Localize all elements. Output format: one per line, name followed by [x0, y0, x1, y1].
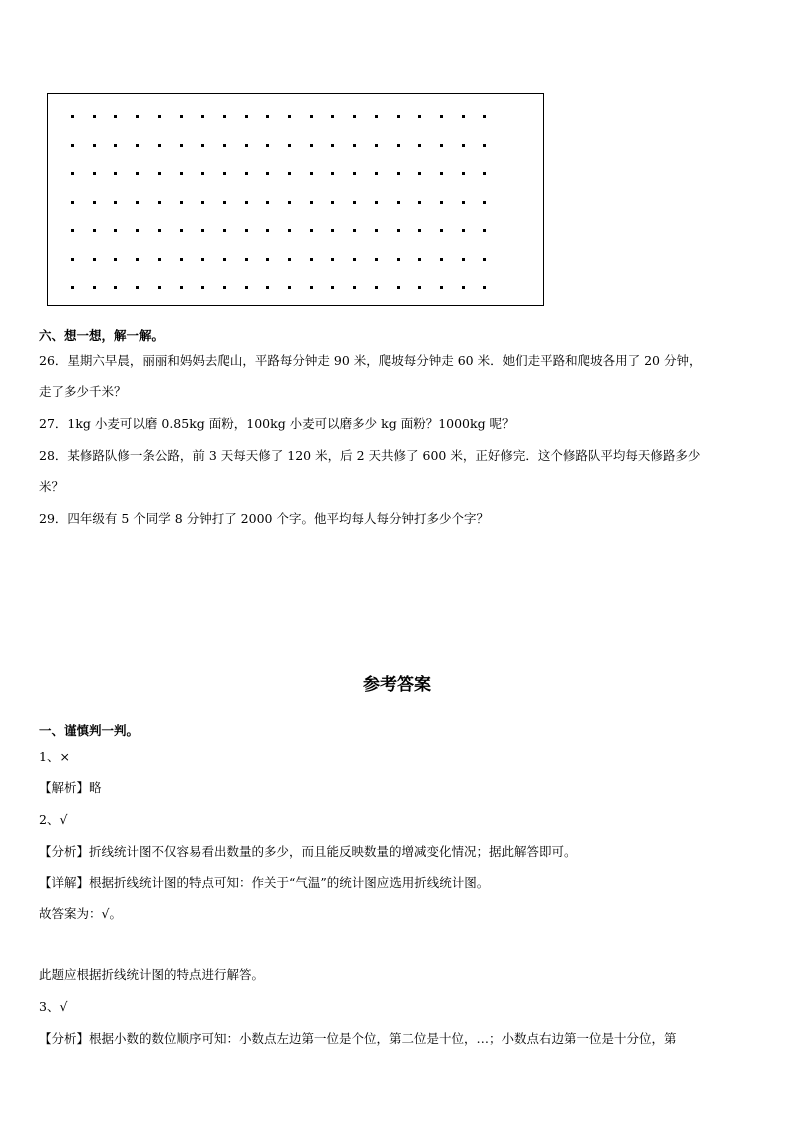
answer-3-analysis: 【分析】根据小数的数位顺序可知：小数点左边第一位是个位，第二位是十位，…；小数点右边第一位是十分位，第	[39, 1031, 677, 1046]
grid-dot	[158, 229, 161, 232]
grid-dot	[353, 144, 356, 147]
grid-dot	[462, 115, 465, 118]
grid-dot	[245, 115, 248, 118]
grid-dot	[288, 201, 291, 204]
answer-2-detail: 【详解】根据折线统计图的特点可知：作关于“气温”的统计图应选用折线统计图。	[39, 875, 490, 890]
grid-dot	[136, 144, 139, 147]
grid-dot	[180, 115, 183, 118]
grid-dot	[462, 286, 465, 289]
grid-dot	[180, 172, 183, 175]
grid-dot	[245, 172, 248, 175]
grid-dot	[353, 258, 356, 261]
answer-2: 2、√	[39, 812, 68, 827]
question-26-line-2: 走了多少千米？	[39, 384, 127, 399]
grid-dot	[245, 144, 248, 147]
grid-dot	[158, 286, 161, 289]
grid-dot	[375, 172, 378, 175]
grid-dot	[462, 201, 465, 204]
grid-dot	[310, 286, 313, 289]
answer-2-conclusion: 故答案为：√。	[39, 906, 122, 921]
grid-dot	[245, 201, 248, 204]
grid-dot	[418, 286, 421, 289]
grid-dot	[483, 115, 486, 118]
grid-dot	[114, 115, 117, 118]
grid-dot	[462, 172, 465, 175]
grid-dot	[245, 258, 248, 261]
grid-dot	[483, 258, 486, 261]
grid-dot	[136, 258, 139, 261]
grid-dot	[201, 144, 204, 147]
grid-dot	[310, 229, 313, 232]
answer-3: 3、√	[39, 999, 68, 1014]
grid-dot	[288, 172, 291, 175]
answer-1: 1、×	[39, 749, 70, 764]
grid-dot	[223, 258, 226, 261]
grid-dot	[180, 144, 183, 147]
grid-dot	[71, 115, 74, 118]
grid-dot	[418, 144, 421, 147]
grid-dot	[483, 144, 486, 147]
grid-dot	[71, 201, 74, 204]
grid-dot	[93, 201, 96, 204]
grid-dot	[483, 201, 486, 204]
grid-dot	[483, 172, 486, 175]
grid-dot	[418, 172, 421, 175]
grid-dot	[397, 201, 400, 204]
grid-dot	[440, 115, 443, 118]
grid-dot	[353, 172, 356, 175]
grid-dot	[158, 172, 161, 175]
grid-dot	[310, 201, 313, 204]
grid-dot	[266, 286, 269, 289]
grid-dot	[114, 144, 117, 147]
grid-dot	[462, 258, 465, 261]
dot-grid-box	[47, 93, 544, 306]
grid-dot	[331, 115, 334, 118]
grid-dot	[353, 229, 356, 232]
grid-dot	[136, 201, 139, 204]
grid-dot	[375, 229, 378, 232]
grid-dot	[375, 144, 378, 147]
grid-dot	[440, 258, 443, 261]
grid-dot	[418, 229, 421, 232]
answer-1-analysis: 【解析】略	[39, 780, 102, 795]
grid-dot	[483, 229, 486, 232]
grid-dot	[158, 201, 161, 204]
grid-dot	[353, 286, 356, 289]
grid-dot	[418, 201, 421, 204]
grid-dot	[180, 286, 183, 289]
grid-dot	[375, 201, 378, 204]
answers-section-1-heading: 一、谨慎判一判。	[39, 723, 140, 738]
answer-2-note: 此题应根据折线统计图的特点进行解答。	[39, 967, 265, 982]
grid-dot	[483, 286, 486, 289]
question-27: 27．1kg 小麦可以磨 0.85kg 面粉，100kg 小麦可以磨多少 kg 面粉？1000kg 呢？	[39, 416, 515, 431]
grid-dot	[397, 229, 400, 232]
grid-dot	[462, 144, 465, 147]
grid-dot	[310, 172, 313, 175]
grid-dot	[180, 201, 183, 204]
grid-dot	[331, 258, 334, 261]
answer-2-analysis: 【分析】折线统计图不仅容易看出数量的多少，而且能反映数量的增减变化情况；据此解答即可。	[39, 844, 577, 859]
grid-dot	[310, 115, 313, 118]
grid-dot	[201, 286, 204, 289]
grid-dot	[223, 229, 226, 232]
grid-dot	[71, 144, 74, 147]
grid-dot	[71, 286, 74, 289]
grid-dot	[93, 286, 96, 289]
grid-dot	[93, 229, 96, 232]
grid-dot	[397, 172, 400, 175]
grid-dot	[397, 258, 400, 261]
grid-dot	[266, 144, 269, 147]
grid-dot	[397, 144, 400, 147]
grid-dot	[201, 172, 204, 175]
grid-dot	[397, 115, 400, 118]
grid-dot	[331, 229, 334, 232]
grid-dot	[440, 201, 443, 204]
grid-dot	[288, 115, 291, 118]
grid-dot	[375, 258, 378, 261]
grid-dot	[201, 229, 204, 232]
grid-dot	[288, 229, 291, 232]
grid-dot	[136, 172, 139, 175]
grid-dot	[201, 201, 204, 204]
grid-dot	[223, 172, 226, 175]
question-28-line-2: 米？	[39, 479, 65, 494]
grid-dot	[397, 286, 400, 289]
grid-dot	[223, 201, 226, 204]
grid-dot	[331, 172, 334, 175]
grid-dot	[418, 115, 421, 118]
question-26-line-1: 26．星期六早晨，丽丽和妈妈去爬山，平路每分钟走 90 米，爬坡每分钟走 60 米．她们走平路和爬坡各用了 20 分钟，	[39, 353, 702, 368]
grid-dot	[331, 286, 334, 289]
grid-dot	[114, 258, 117, 261]
grid-dot	[93, 172, 96, 175]
grid-dot	[375, 286, 378, 289]
grid-dot	[114, 286, 117, 289]
question-28-line-1: 28．某修路队修一条公路，前 3 天每天修了 120 米，后 2 天共修了 600 米，正好修完．这个修路队平均每天修路多少	[39, 448, 701, 463]
grid-dot	[353, 115, 356, 118]
grid-dot	[93, 115, 96, 118]
grid-dot	[223, 286, 226, 289]
grid-dot	[353, 201, 356, 204]
grid-dot	[440, 229, 443, 232]
grid-dot	[245, 286, 248, 289]
grid-dot	[114, 201, 117, 204]
grid-dot	[223, 115, 226, 118]
grid-dot	[114, 172, 117, 175]
grid-dot	[288, 258, 291, 261]
grid-dot	[201, 258, 204, 261]
grid-dot	[158, 144, 161, 147]
grid-dot	[180, 258, 183, 261]
answers-title: 参考答案	[363, 675, 431, 695]
grid-dot	[93, 144, 96, 147]
grid-dot	[136, 115, 139, 118]
section-6-heading: 六、想一想，解一解。	[39, 328, 165, 343]
grid-dot	[71, 258, 74, 261]
grid-dot	[288, 144, 291, 147]
question-29: 29．四年级有 5 个同学 8 分钟打了 2000 个字。他平均每人每分钟打多少个字？	[39, 511, 489, 526]
grid-dot	[266, 201, 269, 204]
grid-dot	[158, 115, 161, 118]
grid-dot	[71, 229, 74, 232]
grid-dot	[288, 286, 291, 289]
grid-dot	[418, 258, 421, 261]
grid-dot	[223, 144, 226, 147]
grid-dot	[440, 172, 443, 175]
grid-dot	[462, 229, 465, 232]
grid-dot	[266, 115, 269, 118]
grid-dot	[440, 144, 443, 147]
grid-dot	[93, 258, 96, 261]
grid-dot	[310, 258, 313, 261]
grid-dot	[375, 115, 378, 118]
grid-dot	[266, 229, 269, 232]
grid-dot	[266, 258, 269, 261]
grid-dot	[440, 286, 443, 289]
grid-dot	[331, 144, 334, 147]
grid-dot	[136, 229, 139, 232]
grid-dot	[136, 286, 139, 289]
grid-dot	[158, 258, 161, 261]
grid-dot	[266, 172, 269, 175]
grid-dot	[245, 229, 248, 232]
grid-dot	[310, 144, 313, 147]
grid-dot	[114, 229, 117, 232]
grid-dot	[201, 115, 204, 118]
grid-dot	[331, 201, 334, 204]
grid-dot	[71, 172, 74, 175]
grid-dot	[180, 229, 183, 232]
